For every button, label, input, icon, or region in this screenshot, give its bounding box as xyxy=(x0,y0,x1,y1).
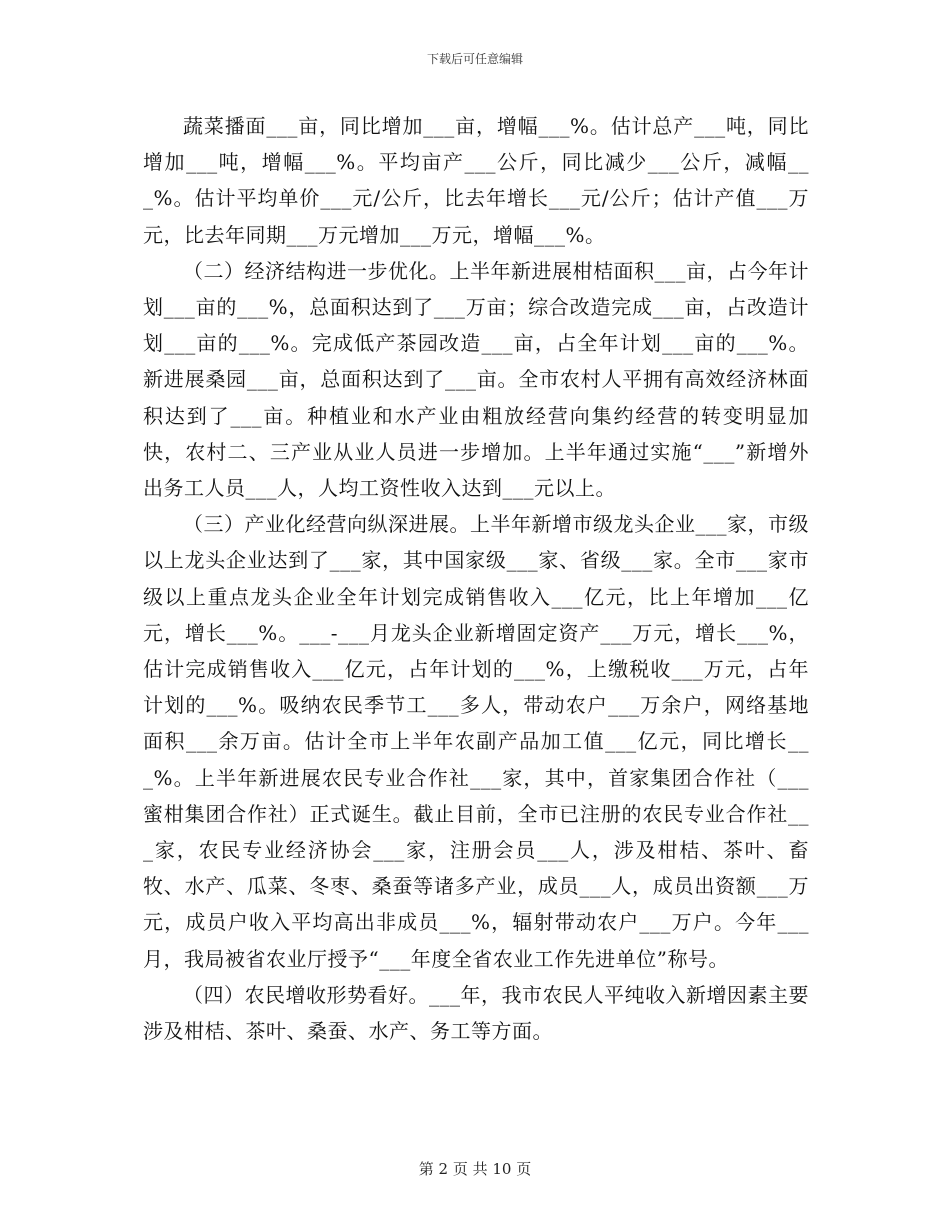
document-body xyxy=(143,108,809,1049)
paragraph-industrialization: （三）产业化经营向纵深进展。上半年新增市级龙头企业___家，市级以上龙头企业达到了___家，其中国家级___家、省级___家。全市___家市级以上重点龙头企业全年计划完成销售收入___亿元，比上年增加___亿元，增长___%。___-___月龙头企业新增固定资产___万元，增长___%，估计完成销售收入___亿元，占年计划的___%，上缴税收___万元，占年计划的___%。吸纳农民季节工___多人，带动农户___万余户，网络基地面积___余万亩。估计全市上半年农副产品加工值___亿元，同比增长___%。上半年新进展农民专业合作社___家，其中，首家集团合作社（___蜜柑集团合作社）正式诞生。截止目前，全市已注册的农民专业合作社___家，农民专业经济协会___家，注册会员___人，涉及柑桔、茶叶、畜牧、水产、瓜菜、冬枣、桑蚕等诸多产业，成员___人，成员出资额___万元，成员户收入平均高出非成员___%，辐射带动农户___万户。今年___月，我局被省农业厅授予“___年度全省农业工作先进单位”称号。 xyxy=(143,512,809,971)
paragraph-economic-structure: （二）经济结构进一步优化。上半年新进展柑桔面积___亩，占今年计划___亩的___%，总面积达到了___万亩；综合改造完成___亩，占改造计划___亩的___%。完成低产茶园改造___亩，占全年计划___亩的___%。新进展桑园___亩，总面积达到了___亩。全市农村人平拥有高效经济林面积达到了___亩。种植业和水产业由粗放经营向集约经营的转变明显加快，农村二、三产业从业人员进一步增加。上半年通过实施“___”新增外出务工人员___人，人均工资性收入达到___元以上。 xyxy=(143,258,809,501)
paragraph-vegetables: 蔬菜播面___亩，同比增加___亩，增幅___%。估计总产___吨，同比增加___吨，增幅___%。平均亩产___公斤，同比减少___公斤，减幅___%。估计平均单价___元/公斤，比去年增长___元/公斤；估计产值___万元，比去年同期___万元增加___万元，增幅___%。 xyxy=(143,114,809,247)
paragraph-farmer-income: （四）农民增收形势看好。___年，我市农民人平纯收入新增因素主要涉及柑桔、茶叶、桑蚕、水产、务工等方面。 xyxy=(143,982,809,1044)
page-header: 下载后可任意编辑 xyxy=(426,52,523,66)
page-footer: 第 2 页 共 10 页 xyxy=(418,1160,532,1178)
